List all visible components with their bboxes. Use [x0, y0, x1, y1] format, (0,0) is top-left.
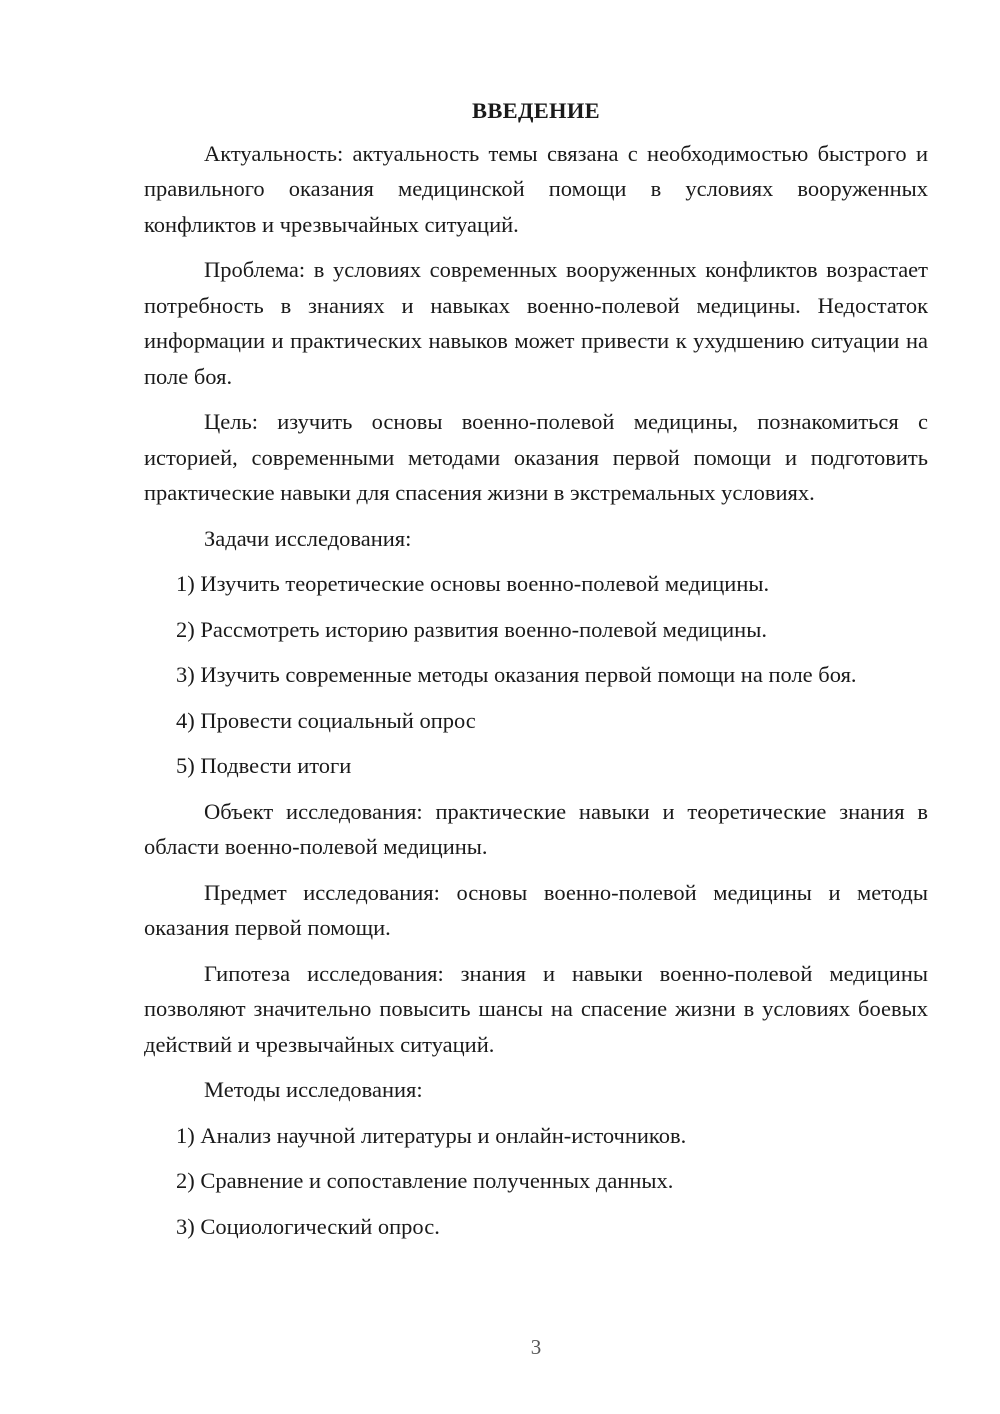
methods-list-item: 1) Анализ научной литературы и онлайн-источников.	[176, 1122, 687, 1148]
tasks-list-item: 4) Провести социальный опрос	[176, 707, 476, 733]
tasks-list-item: 2) Рассмотреть историю развития военно-полевой медицины.	[176, 616, 767, 642]
page-number: 3	[530, 1335, 542, 1359]
problem-paragraph: Проблема: в условиях современных вооруженных конфликтов возрастает потребность в знаниях и навыках военно-полевой медицины. Недостаток информации и практических навыков может привести к ухудшению ситуации на поле боя.	[144, 257, 928, 389]
goal-paragraph: Цель: изучить основы военно-полевой медицины, познакомиться с историей, современными методами оказания первой помощи и подготовить практические навыки для спасения жизни в экстремальных условиях.	[144, 409, 928, 505]
methods-heading: Методы исследования:	[204, 1077, 423, 1102]
object-paragraph: Объект исследования: практические навыки и теоретические знания в области военно-полевой медицины.	[144, 798, 928, 859]
relevance-paragraph: Актуальность: актуальность темы связана с необходимостью быстрого и правильного оказания медицинской помощи в условиях вооруженных конфликтов и чрезвычайных ситуаций.	[144, 140, 928, 237]
tasks-list-item: 1) Изучить теоретические основы военно-полевой медицины.	[176, 571, 770, 596]
tasks-list-item: 5) Подвести итоги	[176, 753, 352, 778]
methods-list	[144, 1118, 928, 1245]
page-title: ВВЕДЕНИЕ	[472, 98, 600, 123]
methods-list-item: 2) Сравнение и сопоставление полученных данных.	[176, 1168, 674, 1193]
methods-list-item: 3) Социологический опрос.	[176, 1213, 440, 1239]
subject-paragraph: Предмет исследования: основы военно-полевой медицины и методы оказания первой помощи.	[144, 879, 928, 940]
hypothesis-paragraph: Гипотеза исследования: знания и навыки военно-полевой медицины позволяют значительно повысить шансы на спасение жизни в условиях боевых действий и чрезвычайных ситуаций.	[144, 960, 928, 1057]
tasks-heading: Задачи исследования:	[204, 525, 412, 551]
tasks-list-item: 3) Изучить современные методы оказания первой помощи на поле боя.	[176, 662, 857, 687]
tasks-list	[144, 566, 928, 784]
page-content	[144, 93, 928, 1254]
